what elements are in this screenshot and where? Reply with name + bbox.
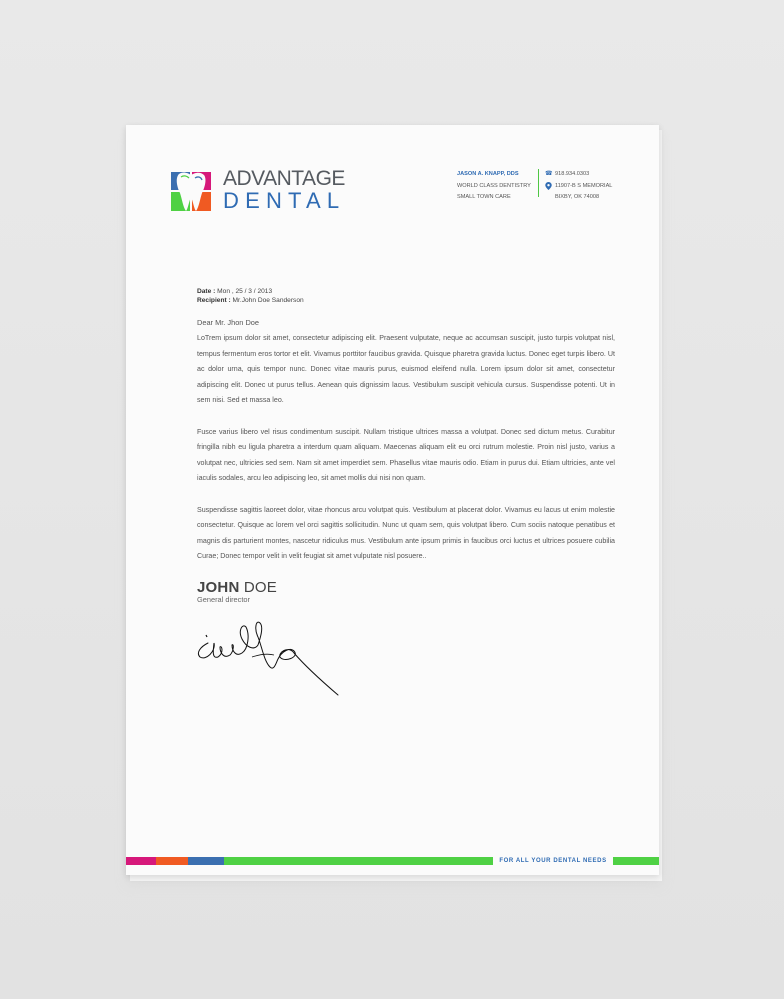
letter-body	[197, 331, 615, 581]
practice-info	[457, 169, 531, 204]
practice-tagline-1: WORLD CLASS DENTISTRY	[457, 182, 531, 189]
body-paragraph: LoTrem ipsum dolor sit amet, consectetur adipiscing elit. Praesent vulputate, neque ac accumsan suscipit, justo turpis volutpat nisl, tempus fermentum eros tortor et elit. Vivamus porttitor faucibus gravida. Quisque pharetra gravida luctus. Donec eget turpis libero. Ut ac dolor urna, quis tempor nunc. Donec vitae mauris purus, euismod eleifend nulla. Lorem ipsum dolor sit amet, consectetur adipiscing elit. Donec ut purus tellus. Aenean quis dignissim lacus. Vestibulum suscipit vehicula cursus. Suspendisse potenti. Ut in sem nisi. Sed et massa leo.	[197, 334, 615, 405]
contact-details	[545, 169, 612, 204]
signer-name	[197, 579, 277, 596]
address-row-2	[545, 192, 612, 204]
handwritten-signature	[194, 617, 344, 699]
logo-word-advantage: ADVANTAGE	[223, 167, 345, 190]
logo-word-dental: DENTAL	[223, 188, 346, 213]
recipient-label: Recipient :	[197, 297, 233, 304]
signer-title: General director	[197, 595, 250, 604]
date-label: Date :	[197, 288, 218, 295]
footer-bar-orange	[156, 857, 188, 865]
date-line	[197, 287, 304, 296]
date-value: Mon , 25 / 3 / 2013	[217, 288, 273, 295]
address-line-1: 11907-B S MEMORIAL	[555, 182, 613, 189]
footer-bar-blue	[188, 857, 224, 865]
practice-tagline-2: SMALL TOWN CARE	[457, 194, 511, 200]
greeting: Dear Mr. Jhon Doe	[197, 318, 260, 327]
signer-first-name: JOHN	[197, 579, 240, 596]
footer-bar-magenta	[126, 857, 156, 865]
body-paragraph: Fusce varius libero vel risus condimentum suscipit. Nullam tristique ultrices massa a volutpat. Donec sed dictum metus. Curabitur fringilla nibh eu ligula pharetra a interdum quam aliquam. Maecenas aliquam elit eu orci rutrum molestie. Proin nisl justo, varius a volutpat nec, ultricies sed sem. Nam sit amet imperdiet sem. Phasellus vitae mauris odio. Etiam in purus dui. Etiam ultricies, ante vel iaculis sodales, arcu leo adipiscing leo, sit amet mollis dui nisi non quam.	[197, 427, 615, 483]
footer-tagline: FOR ALL YOUR DENTAL NEEDS	[493, 857, 613, 865]
letterhead-page	[126, 125, 659, 875]
doctor-name: JASON A. KNAPP, DDS	[457, 171, 519, 177]
body-paragraph: Suspendisse sagittis laoreet dolor, vitae rhoncus arcu volutpat quis. Vestibulum at placerat dolor. Vivamus eu lacus ut enim molestie consectetur. Quisque ac lorem vel orci sagittis sollicitudin. Nunc ut quam sem, quis volutpat libero. Cum sociis natoque penatibus et magnis dis parturient montes, nascetur ridiculus mus. Vestibulum ante ipsum primis in faucibus orci luctus et ultrices posuere cubilia Curae; Donec tempor velit in velit feugiat sit amet vulputate nisl posuere..	[197, 505, 615, 561]
address-row	[545, 181, 612, 193]
contact-divider	[538, 169, 539, 197]
address-line-2: BIXBY, OK 74008	[555, 194, 600, 200]
brand-logo	[171, 167, 356, 215]
phone-row	[545, 169, 612, 181]
phone-icon: ☎	[545, 171, 553, 177]
phone-number: 918.934.0303	[555, 171, 590, 177]
recipient-value: Mr.John Doe Sanderson	[232, 297, 304, 304]
letter-meta	[197, 287, 304, 305]
tooth-logo-icon	[171, 169, 213, 213]
location-pin-icon	[545, 182, 552, 190]
signer-last-name: DOE	[243, 579, 277, 596]
recipient-line	[197, 296, 304, 305]
